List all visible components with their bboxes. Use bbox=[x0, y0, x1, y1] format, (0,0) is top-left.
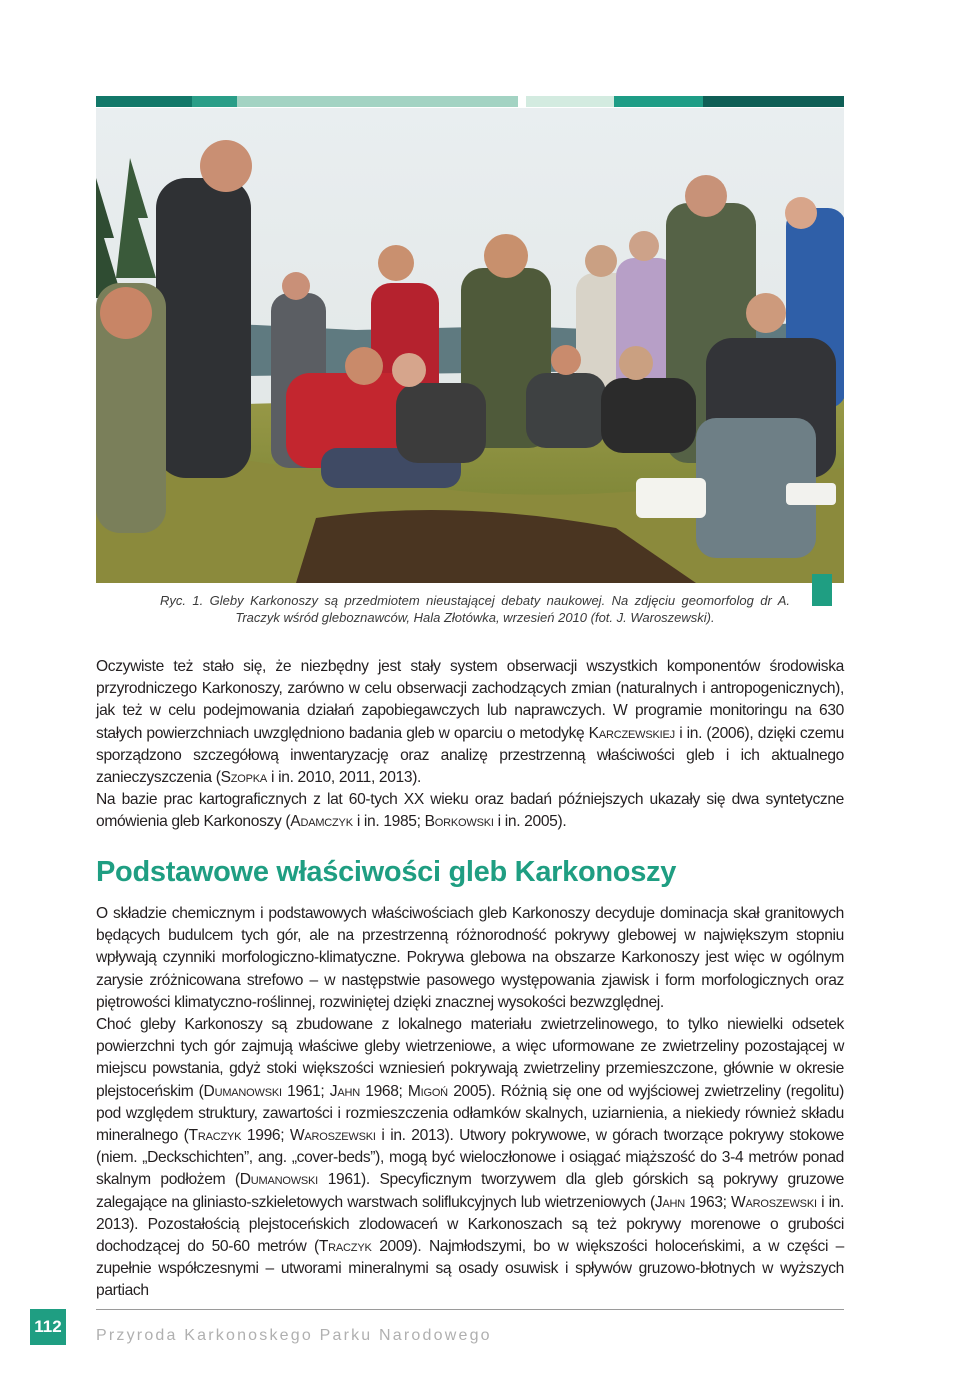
paragraph-cartography bbox=[96, 789, 844, 833]
strip-segment bbox=[614, 96, 703, 107]
text-segment: i in. 2005). bbox=[493, 813, 567, 831]
strip-segment bbox=[96, 96, 192, 107]
text-segment: 2009). Najmłodszymi, bo w większości holoceńskimi, a w części – zupełnie współczesnymi – utworami mineralnymi są osady osuwisk i spływów gruzowo-błotnych w wyższych partiach bbox=[96, 1238, 844, 1300]
citation-author: Migoń bbox=[407, 1082, 448, 1100]
text-segment: Oczywiste też stało się, że niezbędny jest stały system obserwacji wszystkich komponentów środowiska przyrodniczego Karkonoszy, zarówno w celu obserwacji zachodzących zmian (naturalnych i antropogenicznych), jak też w celu podejmowania działań zapobiegawczych lub naprawczych. W programie monitoringu na 630 stałych powierzchniach uwzględniono badania gleb w oparciu o metodykę bbox=[96, 658, 844, 742]
header-color-strip bbox=[96, 96, 844, 107]
citation-author: Waroszewski bbox=[730, 1193, 817, 1211]
text-segment: Choć gleby Karkonoszy są zbudowane z lokalnego materiału zwietrzelinowego, to tylko niewielki odsetek powierzchni tych gór zajmują właściwe gleby wietrzeniowe, a więc uformowane ze zwietrzeliny pozostającej w miejscu powstania, gdyż stoki większości wzniesień pokrywają zwietrzeliny przemieszczone, głównie w okresie plejstoceńskim ( bbox=[96, 1016, 844, 1100]
text-segment: 1996; bbox=[241, 1127, 290, 1145]
strip-segment bbox=[518, 96, 525, 107]
section-heading: Podstawowe właściwości gleb Karkonoszy bbox=[96, 856, 677, 888]
figure-caption: Ryc. 1. Gleby Karkonoszy są przedmiotem nieustającej debaty naukowej. Na zdjęciu geomorfolog dr A. Traczyk wśród gleboznawców, Hala Złotówka, wrzesień 2010 (fot. J. Waroszewski). bbox=[160, 593, 790, 625]
text-segment: i in. 2013). Utwory pokrywowe, w górach tworzące pokrywy stokowe (niem. „Deckschichten”, ang. „cover-beds”), mogą być wieloczłonowe i osiągać miąższość do 3-4 metrów ponad skalnym podłożem ( bbox=[96, 1127, 844, 1189]
citation-author: Adamczyk bbox=[290, 813, 353, 831]
citation-author: Jahn bbox=[654, 1193, 686, 1211]
strip-segment bbox=[703, 96, 844, 107]
citation-author: Dumanowski bbox=[203, 1082, 282, 1100]
paragraph-soil-composition: O składzie chemicznym i podstawowych właściwościach gleb Karkonoszy decyduje dominacja skał granitowych będących budulcem tych gór, ale na przestrzenną różnorodność pokrywy glebowej w największym stopniu wpływają czynniki morfologiczno-klimatyczne. Pokrywa glebowa na obszarze Karkonoszy jest więc w ogólnym zarysie zróżnicowana strefowo – w następstwie pasowego występowania zjawisk i form morfologicznych oraz piętrowości klimatyczno-roślinnej, rozwiniętej dzięki znacznej wysokości bezwzględnej. bbox=[96, 905, 844, 1011]
paragraph-soil-materials bbox=[96, 1014, 844, 1303]
strip-segment bbox=[192, 96, 236, 107]
citation-author: Szopka bbox=[220, 769, 268, 787]
text-segment: i in. (2006), dzięki czemu sporządzono szczegółową inwentaryzację oraz analizę przestrzenną właściwości gleb i ich aktualnego zanieczyszczenia ( bbox=[96, 724, 844, 787]
page-number: 112 bbox=[30, 1309, 66, 1345]
text-segment: i in. 2010, 2011, 2013). bbox=[267, 769, 422, 787]
citation-author: Jahn bbox=[329, 1082, 360, 1100]
footer-rule bbox=[96, 1309, 844, 1310]
citation-author: Borkowski bbox=[424, 813, 494, 831]
citation-author: Waroszewski bbox=[289, 1127, 376, 1145]
field-photo bbox=[96, 108, 844, 583]
strip-segment bbox=[237, 96, 518, 107]
text-segment: i in. 2013). Pozostałością plejstoceńskich zlodowaceń w Karkonoszach są też pokrywy morenowe o grubości dochodzącej do 50-60 metrów ( bbox=[96, 1193, 844, 1256]
text-segment: Na bazie prac kartograficznych z lat 60-tych XX wieku oraz badań późniejszych ukazały się dwa syntetyczne omówienia gleb Karkonoszy ( bbox=[96, 791, 844, 831]
field-photo-illustration bbox=[96, 108, 844, 583]
citation-author: Traczyk bbox=[188, 1127, 242, 1145]
paragraph-monitoring bbox=[96, 656, 844, 789]
citation-author: Karczewskiej bbox=[588, 724, 675, 742]
text-segment: i in. 1985; bbox=[352, 813, 425, 831]
publication-title: Przyroda Karkonoskego Parku Narodowego bbox=[96, 1327, 492, 1344]
text-segment: 2005). Różnią się one od wyjściowej zwietrzeliny (regolitu) pod względem struktury, zawartości i rozmieszczenia odłamków skalnych, uziarnienia, a niekiedy również składu mineralnego ( bbox=[96, 1082, 844, 1145]
citation-author: Dumanowski bbox=[239, 1171, 319, 1189]
text-segment: 1961; bbox=[281, 1082, 330, 1100]
citation-author: Traczyk bbox=[318, 1238, 372, 1256]
text-segment: 1961). Specyficznym tworzywem dla gleb górskich są pokrywy gruzowe zalegające na gliniasto-szkieletowych warstwach soliflukcyjnych lub wietrzeniowych ( bbox=[96, 1171, 844, 1211]
strip-segment bbox=[526, 96, 615, 107]
text-segment: 1968; bbox=[359, 1082, 408, 1100]
caption-marker bbox=[812, 574, 832, 606]
text-segment: 1963; bbox=[685, 1193, 731, 1211]
